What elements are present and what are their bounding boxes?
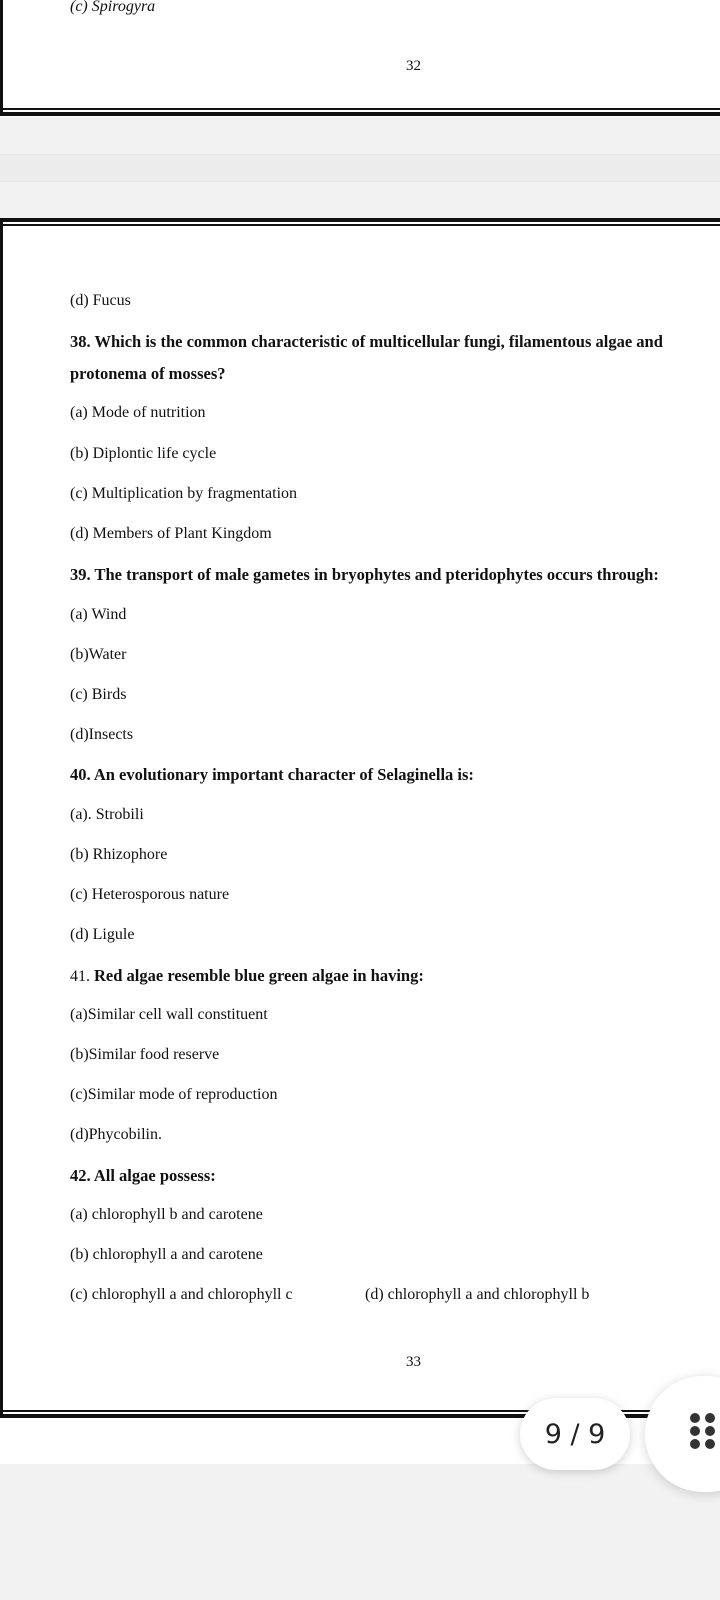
page-gap xyxy=(0,154,720,182)
q38-option-a: (a) Mode of nutrition xyxy=(70,404,206,421)
question-38-cont: protonema of mosses? xyxy=(70,364,226,383)
page-border-left xyxy=(0,218,3,1418)
q42-option-d: (d) chlorophyll a and chlorophyll b xyxy=(365,1286,590,1303)
q40-option-a: (a). Strobili xyxy=(70,806,144,823)
page-border-left xyxy=(0,0,3,115)
option-d-fucus: (d) Fucus xyxy=(70,292,131,309)
q40-option-d: (d) Ligule xyxy=(70,926,135,943)
question-41-number: 41. xyxy=(70,968,90,985)
q39-option-b: (b)Water xyxy=(70,646,127,663)
q41-option-a: (a)Similar cell wall constituent xyxy=(70,1006,268,1023)
question-39: 39. The transport of male gametes in bryophytes and pteridophytes occurs through: xyxy=(70,565,659,584)
q42-option-a: (a) chlorophyll b and carotene xyxy=(70,1206,263,1223)
q38-option-b: (b) Diplontic life cycle xyxy=(70,445,217,462)
current-page xyxy=(0,218,720,1464)
q39-option-d: (d)Insects xyxy=(70,726,134,743)
question-41 xyxy=(70,966,424,986)
page-border-top xyxy=(0,218,720,222)
question-42: 42. All algae possess: xyxy=(70,1166,216,1185)
page-border-bottom xyxy=(0,108,720,110)
q42-option-c: (c) chlorophyll a and chlorophyll c xyxy=(70,1286,293,1303)
q38-option-c: (c) Multiplication by fragmentation xyxy=(70,485,298,502)
page-border-top-inner xyxy=(0,224,720,226)
page-number-33: 33 xyxy=(406,1354,421,1370)
q41-option-c: (c)Similar mode of reproduction xyxy=(70,1086,278,1103)
q38-option-d: (d) Members of Plant Kingdom xyxy=(70,525,272,542)
page-counter: 9 / 9 xyxy=(520,1398,630,1470)
q39-option-c: (c) Birds xyxy=(70,686,127,703)
q41-option-d: (d)Phycobilin. xyxy=(70,1126,162,1143)
q40-option-c: (c) Heterosporous nature xyxy=(70,886,230,903)
option-c-spirogyra: (c) Spirogyra xyxy=(70,0,156,15)
q39-option-a: (a) Wind xyxy=(70,606,127,623)
question-41-text: Red algae resemble blue green algae in having: xyxy=(94,966,424,985)
question-40: 40. An evolutionary important character of Selaginella is: xyxy=(70,765,474,784)
q41-option-b: (b)Similar food reserve xyxy=(70,1046,220,1063)
previous-page xyxy=(0,0,720,117)
question-38: 38. Which is the common characteristic of multicellular fungi, filamentous algae and xyxy=(70,332,663,351)
q42-option-b: (b) chlorophyll a and carotene xyxy=(70,1246,263,1263)
page-number-32: 32 xyxy=(406,58,421,74)
page-border-bottom-outer xyxy=(0,112,720,116)
grid-dots-icon xyxy=(690,1413,720,1453)
q40-option-b: (b) Rhizophore xyxy=(70,846,168,863)
